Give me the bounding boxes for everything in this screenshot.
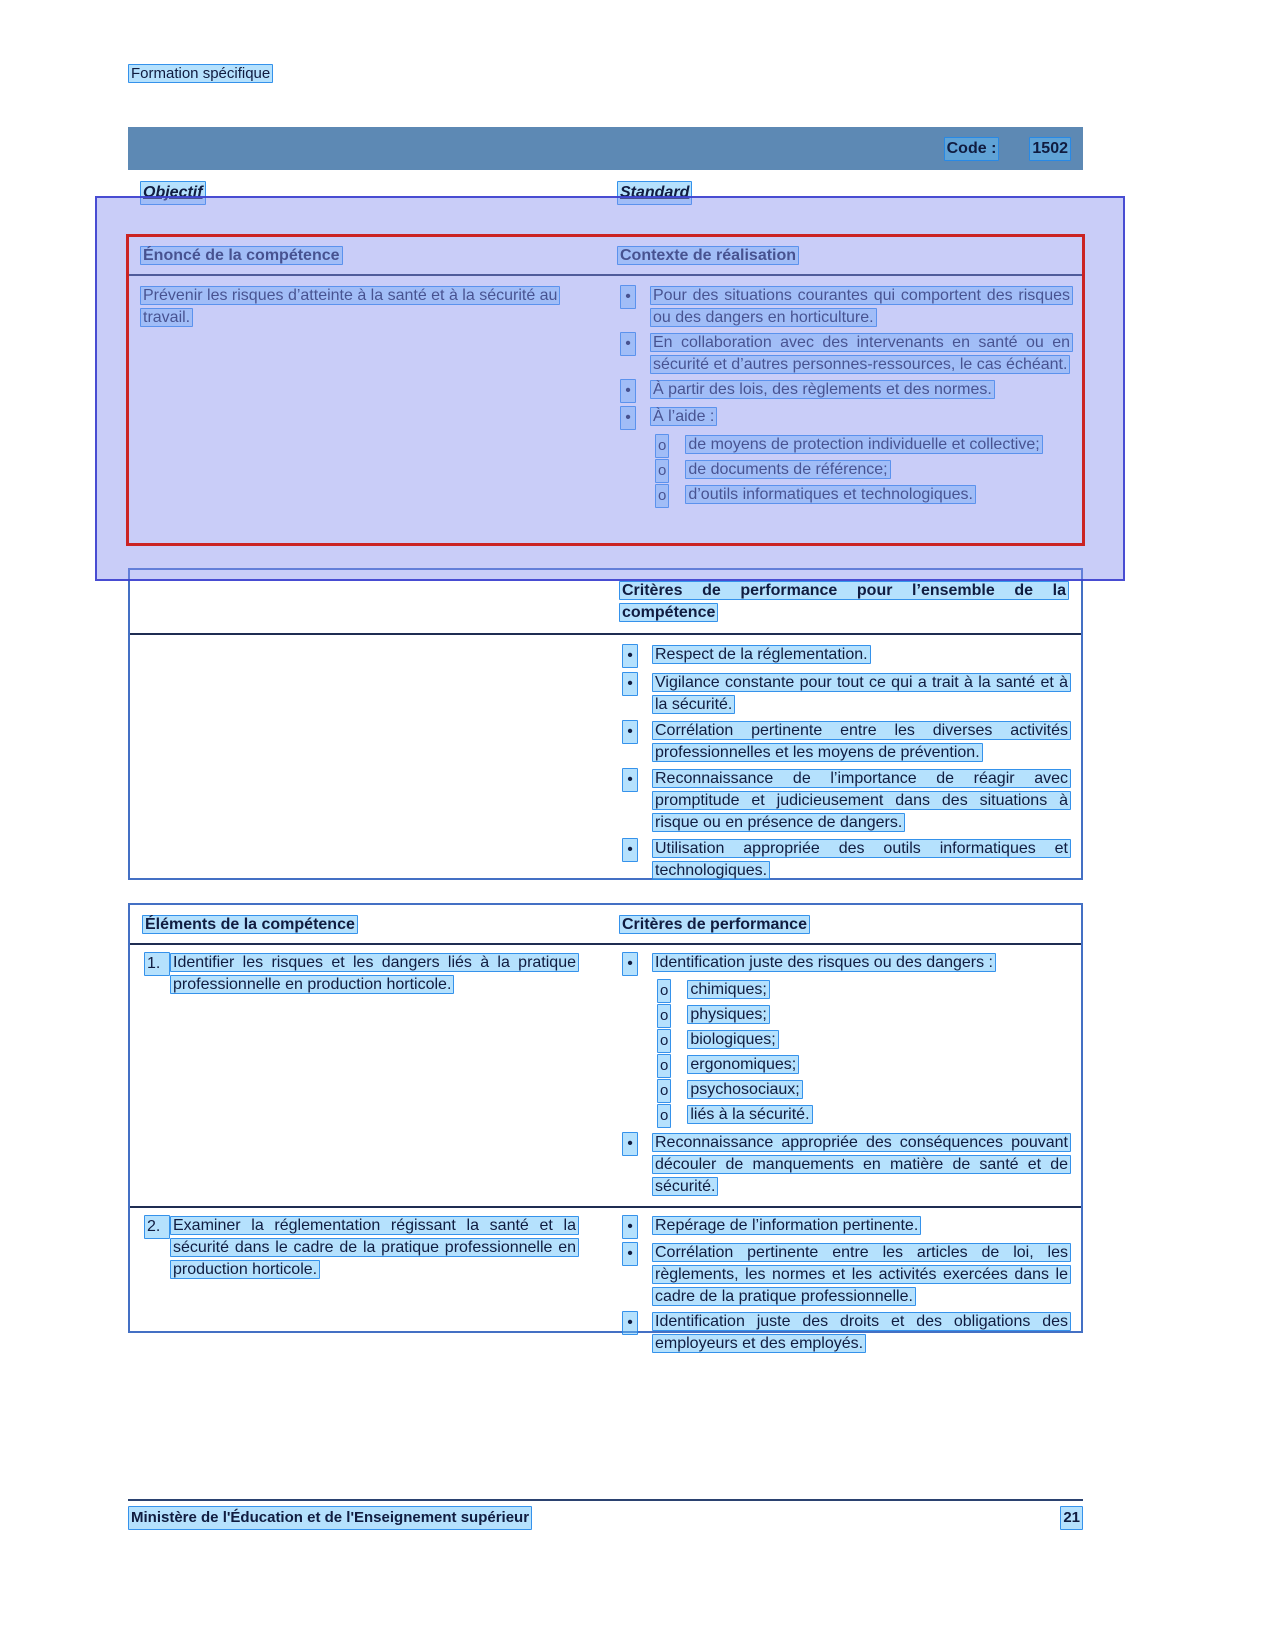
section-label: Formation spécifique: [128, 64, 273, 83]
contexte-subbullet: de moyens de protection individuelle et collective;: [685, 435, 1042, 454]
circle-bullet-icon: [655, 484, 669, 508]
criteres-ensemble-table: [128, 568, 1083, 880]
bullet-icon: [620, 285, 636, 309]
circle-bullet-icon: [657, 1029, 671, 1053]
circle-bullet-icon: [657, 979, 671, 1003]
circle-bullet-icon: [655, 459, 669, 483]
critere-bullet: Utilisation appropriée des outils informatiques et technologiques.: [652, 839, 1071, 880]
code-field: [944, 137, 1071, 161]
critere-bullet: Identification juste des droits et des obligations des employeurs et des employés.: [652, 1312, 1071, 1353]
bullet-icon: [622, 1215, 638, 1239]
bullet-icon: [622, 838, 638, 862]
sub-list-item: [619, 1079, 1071, 1103]
code-label: Code :: [944, 137, 1000, 161]
element-row-2: [130, 1208, 1081, 1363]
contexte-header-cell: [617, 245, 1083, 267]
circle-bullet-icon: [657, 1054, 671, 1078]
enonce-header-label: Énoncé de la compétence: [140, 246, 343, 265]
element-2-cell: [130, 1215, 619, 1358]
element-text: Examiner la réglementation régissant la santé et la sécurité dans le cadre de la pratique professionnelle en production horticole.: [170, 1216, 579, 1279]
sub-list-item: [619, 979, 1071, 1003]
bullet-icon: [620, 332, 636, 356]
enonce-table: [128, 236, 1083, 544]
footer-ministry: Ministère de l'Éducation et de l'Enseignement supérieur: [128, 1506, 532, 1530]
list-item: [617, 406, 1073, 430]
column-headings: [128, 181, 1083, 205]
critere-bullet: Respect de la réglementation.: [652, 645, 871, 664]
bullet-icon: [620, 379, 636, 403]
contexte-subbullet: d’outils informatiques et technologiques.: [685, 485, 976, 504]
critere-subbullet: physiques;: [687, 1005, 770, 1024]
criteres-ensemble-header: Critères de performance pour l’ensemble de la compétence: [619, 581, 1069, 622]
standard-heading: Standard: [617, 181, 692, 205]
critere-bullet: Reconnaissance de l’importance de réagir avec promptitude et judicieusement dans des situations à risque ou en présence de dangers.: [652, 769, 1071, 832]
element-number: 2.: [144, 1215, 170, 1239]
list-item: [619, 1215, 1071, 1239]
criteres-ensemble-header-cell: [619, 580, 1069, 624]
contexte-bullet: Pour des situations courantes qui comportent des risques ou des dangers en horticulture.: [650, 286, 1073, 327]
criteres-ensemble-header-row: [130, 570, 1081, 635]
critere-subbullet: biologiques;: [687, 1030, 778, 1049]
bullet-icon: [622, 768, 638, 792]
elements-table: [128, 903, 1083, 1352]
sub-list-item: [617, 459, 1073, 483]
competence-statement: Prévenir les risques d’atteinte à la santé et à la sécurité au travail.: [140, 286, 560, 327]
list-item: [617, 285, 1073, 329]
sub-list-item: [619, 1054, 1071, 1078]
footer-page-number: 21: [1060, 1506, 1083, 1530]
element-text: Identifier les risques et les dangers liés à la pratique professionnelle en production horticole.: [170, 953, 579, 994]
bullet-icon: [622, 672, 638, 696]
criteres-2-list: [619, 1215, 1081, 1358]
bullet-icon: [622, 1311, 638, 1335]
critere-bullet: Repérage de l’information pertinente.: [652, 1216, 921, 1235]
sub-list-item: [619, 1104, 1071, 1128]
critere-bullet: Reconnaissance appropriée des conséquences pouvant découler de manquements en matière de santé et de sécurité.: [652, 1133, 1071, 1196]
list-item: [617, 379, 1073, 403]
circle-bullet-icon: [657, 1079, 671, 1103]
critere-subbullet: ergonomiques;: [687, 1055, 799, 1074]
circle-bullet-icon: [657, 1004, 671, 1028]
critere-subbullet: psychosociaux;: [687, 1080, 802, 1099]
list-item: [619, 952, 1071, 976]
elements-header-cell: [130, 914, 619, 936]
section-label-wrap: [128, 63, 273, 85]
circle-bullet-icon: [655, 434, 669, 458]
bullet-icon: [622, 1242, 638, 1266]
critere-bullet: Corrélation pertinente entre les articles de loi, les règlements, les normes et les activités exercées dans le cadre de la pratique professionnelle.: [652, 1243, 1071, 1306]
contexte-subbullet: de documents de référence;: [685, 460, 890, 479]
sub-list-item: [617, 484, 1073, 508]
enonce-table-body: [128, 276, 1083, 509]
elements-header-label: Éléments de la compétence: [142, 915, 358, 934]
criteres-header-cell: [619, 914, 1081, 936]
enonce-header-cell: [128, 245, 617, 267]
list-item: [619, 1242, 1071, 1308]
contexte-bullet: En collaboration avec des intervenants en santé ou en sécurité et d’autres personnes-ressources, le cas échéant.: [650, 333, 1073, 374]
sub-list-item: [617, 434, 1073, 458]
bullet-icon: [622, 952, 638, 976]
bullet-icon: [622, 644, 638, 668]
objectif-heading: Objectif: [140, 181, 206, 205]
list-item: [619, 1311, 1071, 1355]
criteres-ensemble-list: [130, 635, 1081, 882]
list-item: [619, 838, 1071, 882]
elements-table-header: [130, 905, 1081, 945]
list-item: [619, 1132, 1071, 1198]
criteres-header-label: Critères de performance: [619, 915, 810, 934]
title-bar: [128, 127, 1083, 170]
contexte-header-label: Contexte de réalisation: [617, 246, 799, 265]
code-value: 1502: [1029, 137, 1071, 161]
bullet-icon: [622, 1132, 638, 1156]
sub-list-item: [619, 1004, 1071, 1028]
bullet-icon: [622, 720, 638, 744]
critere-subbullet: chimiques;: [687, 980, 769, 999]
contexte-bullet: À partir des lois, des règlements et des normes.: [650, 380, 995, 399]
element-1-cell: [130, 952, 619, 1201]
list-item: [619, 720, 1071, 764]
list-item: [619, 644, 1071, 668]
list-item: [619, 768, 1071, 834]
competence-statement-cell: [128, 285, 617, 509]
element-number: 1.: [144, 952, 170, 976]
circle-bullet-icon: [657, 1104, 671, 1128]
sub-list-item: [619, 1029, 1071, 1053]
critere-bullet: Corrélation pertinente entre les diverses activités professionnelles et les moyens de prévention.: [652, 721, 1071, 762]
list-item: [617, 332, 1073, 376]
bullet-icon: [620, 406, 636, 430]
enonce-table-header: [128, 236, 1083, 276]
contexte-bullet: À l’aide :: [650, 407, 717, 426]
element-row-1: [130, 945, 1081, 1208]
critere-subbullet: liés à la sécurité.: [687, 1105, 812, 1124]
contexte-list: [617, 285, 1083, 509]
criteres-1-list: [619, 952, 1081, 1201]
critere-bullet: Vigilance constante pour tout ce qui a trait à la santé et à la sécurité.: [652, 673, 1071, 714]
critere-bullet: Identification juste des risques ou des dangers :: [652, 953, 996, 972]
list-item: [619, 672, 1071, 716]
page-footer: [128, 1499, 1083, 1530]
